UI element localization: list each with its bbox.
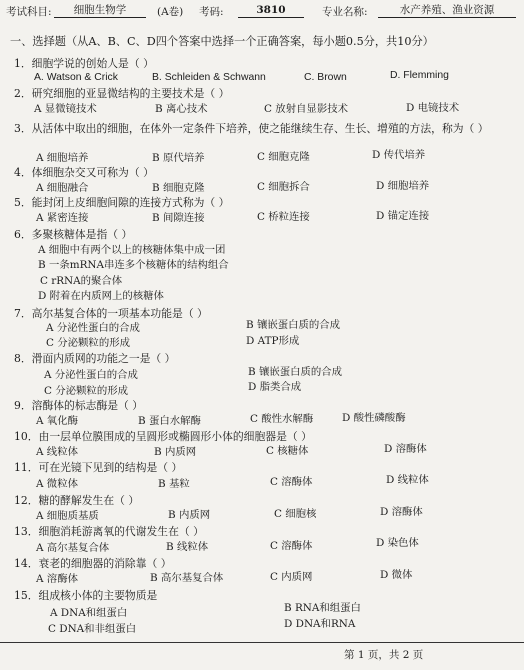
code-value: 3810 [238, 5, 304, 18]
question-6: 6．多聚核糖体是指（ ） [14, 228, 133, 241]
q11-option-d: D 线粒体 [386, 474, 429, 486]
q12-option-a: A 细胞质基质 [36, 510, 99, 522]
q3-option-b: B 原代培养 [152, 152, 205, 164]
q10-option-d: D 溶酶体 [384, 443, 427, 455]
question-12: 12．糖的酵解发生在（ ） [14, 494, 140, 507]
q3-option-d: D 传代培养 [372, 149, 426, 161]
q10-option-a: A 线粒体 [36, 446, 78, 458]
q1-option-a: A. Watson & Crick [34, 72, 118, 83]
q10-option-c: C 核糖体 [266, 445, 309, 457]
q2-option-b: B 离心技术 [155, 103, 208, 115]
q4-option-b: B 细胞克隆 [152, 182, 205, 194]
q9-option-d: D 酸性磷酸酶 [342, 412, 406, 424]
q14-option-d: D 微体 [380, 569, 413, 581]
q8-option-d: D 脂类合成 [248, 381, 302, 393]
q13-option-c: C 溶酶体 [270, 540, 313, 552]
q3-option-a: A 细胞培养 [36, 152, 89, 164]
q12-option-d: D 溶酶体 [380, 506, 423, 518]
q9-option-b: B 蛋白水解酶 [138, 415, 201, 427]
q1-option-c: C. Brown [304, 72, 347, 83]
q13-option-a: A 高尔基复合体 [36, 542, 110, 554]
q7-option-a: A 分泌性蛋白的合成 [46, 322, 140, 334]
q5-option-d: D 锚定连接 [376, 210, 430, 222]
q13-option-b: B 线粒体 [166, 541, 209, 553]
q15-option-b: B RNA和组蛋白 [284, 602, 361, 614]
page-number: 第 1 页，共 2 页 [344, 649, 424, 661]
q8-option-a: A 分泌性蛋白的合成 [44, 369, 138, 381]
q6-option-d: D 附着在内质网上的核糖体 [38, 290, 164, 302]
q7-option-b: B 镶嵌蛋白质的合成 [246, 319, 341, 331]
question-13: 13．细胞消耗游离氧的代谢发生在（ ） [14, 525, 204, 538]
q1-option-d: D. Flemming [390, 70, 449, 81]
q5-option-b: B 间隙连接 [152, 212, 205, 224]
q6-option-a: A 细胞中有两个以上的核糖体集中成一团 [38, 244, 226, 256]
major-value: 水产养殖、渔业资源 [378, 5, 516, 18]
q14-option-c: C 内质网 [270, 571, 313, 583]
q7-option-d: D ATP形成 [246, 335, 300, 347]
q2-option-a: A 显微镜技术 [34, 103, 97, 115]
subject-label: 考试科目: [6, 6, 52, 18]
q13-option-d: D 染色体 [376, 537, 419, 549]
question-9: 9．溶酶体的标志酶是（ ） [14, 399, 144, 412]
code-label: 考码: [199, 6, 224, 18]
section-title: 一、选择题（从A、B、C、D四个答案中选择一个正确答案，每小题0.5分，共10分） [10, 35, 434, 48]
subject-field [54, 5, 146, 18]
question-11: 11．可在光镜下见到的结构是（ ） [14, 461, 183, 474]
q10-option-b: B 内质网 [154, 446, 197, 458]
q6-option-b: B 一条mRNA串连多个核糖体的结构组合 [38, 259, 229, 271]
q12-option-c: C 细胞核 [274, 508, 317, 520]
footer-divider [0, 642, 524, 643]
question-14: 14．衰老的细胞器的消除靠（ ） [14, 557, 172, 570]
q4-option-c: C 细胞拆合 [257, 181, 310, 193]
q14-option-b: B 高尔基复合体 [150, 572, 224, 584]
question-3: 3．从活体中取出的细胞，在体外一定条件下培养，使之能继续生存、生长、增殖的方法，称为（ ） [14, 122, 489, 135]
q8-option-c: C 分泌颗粒的形成 [44, 385, 128, 397]
question-4: 4．体细胞杂交又可称为（ ） [14, 166, 154, 179]
q7-option-c: C 分泌颗粒的形成 [46, 337, 130, 349]
q15-option-c: C DNA和非组蛋白 [48, 623, 137, 635]
q11-option-c: C 溶酶体 [270, 476, 313, 488]
q2-option-c: C 放射自显影技术 [264, 103, 348, 115]
exam-volume: (A卷) [157, 6, 184, 18]
major-field [378, 5, 516, 18]
major-label: 专业名称: [322, 6, 368, 18]
q15-option-d: D DNA和RNA [284, 618, 356, 630]
q5-option-c: C 桥粒连接 [257, 211, 310, 223]
q5-option-a: A 紧密连接 [36, 212, 89, 224]
q4-option-d: D 细胞培养 [376, 180, 430, 192]
question-1: 1．细胞学说的创始人是（ ） [14, 57, 154, 70]
q9-option-a: A 氧化酶 [36, 415, 78, 427]
question-10: 10．由一层单位膜围成的呈圆形或椭圆形小体的细胞器是（ ） [14, 430, 312, 443]
q9-option-c: C 酸性水解酶 [250, 413, 314, 425]
q15-option-a: A DNA和组蛋白 [50, 607, 128, 619]
question-7: 7．高尔基复合体的一项基本功能是（ ） [14, 307, 208, 320]
q8-option-b: B 镶嵌蛋白质的合成 [248, 366, 343, 378]
q4-option-a: A 细胞融合 [36, 182, 89, 194]
q12-option-b: B 内质网 [168, 509, 211, 521]
q11-option-a: A 微粒体 [36, 478, 78, 490]
question-15: 15．组成核小体的主要物质是 [14, 589, 158, 602]
q2-option-d: D 电镜技术 [406, 102, 460, 114]
question-2: 2．研究细胞的亚显微结构的主要技术是（ ） [14, 87, 230, 100]
q6-option-c: C rRNA的聚合体 [40, 275, 123, 287]
subject-value: 细胞生物学 [54, 5, 146, 18]
question-5: 5．能封闭上皮细胞间隙的连接方式称为（ ） [14, 196, 230, 209]
q3-option-c: C 细胞克隆 [257, 151, 310, 163]
question-8: 8．滑面内质网的功能之一是（ ） [14, 352, 176, 365]
q11-option-b: B 基粒 [158, 478, 190, 490]
q1-option-b: B. Schleiden & Schwann [152, 72, 266, 83]
q14-option-a: A 溶酶体 [36, 573, 78, 585]
code-field [238, 5, 304, 18]
